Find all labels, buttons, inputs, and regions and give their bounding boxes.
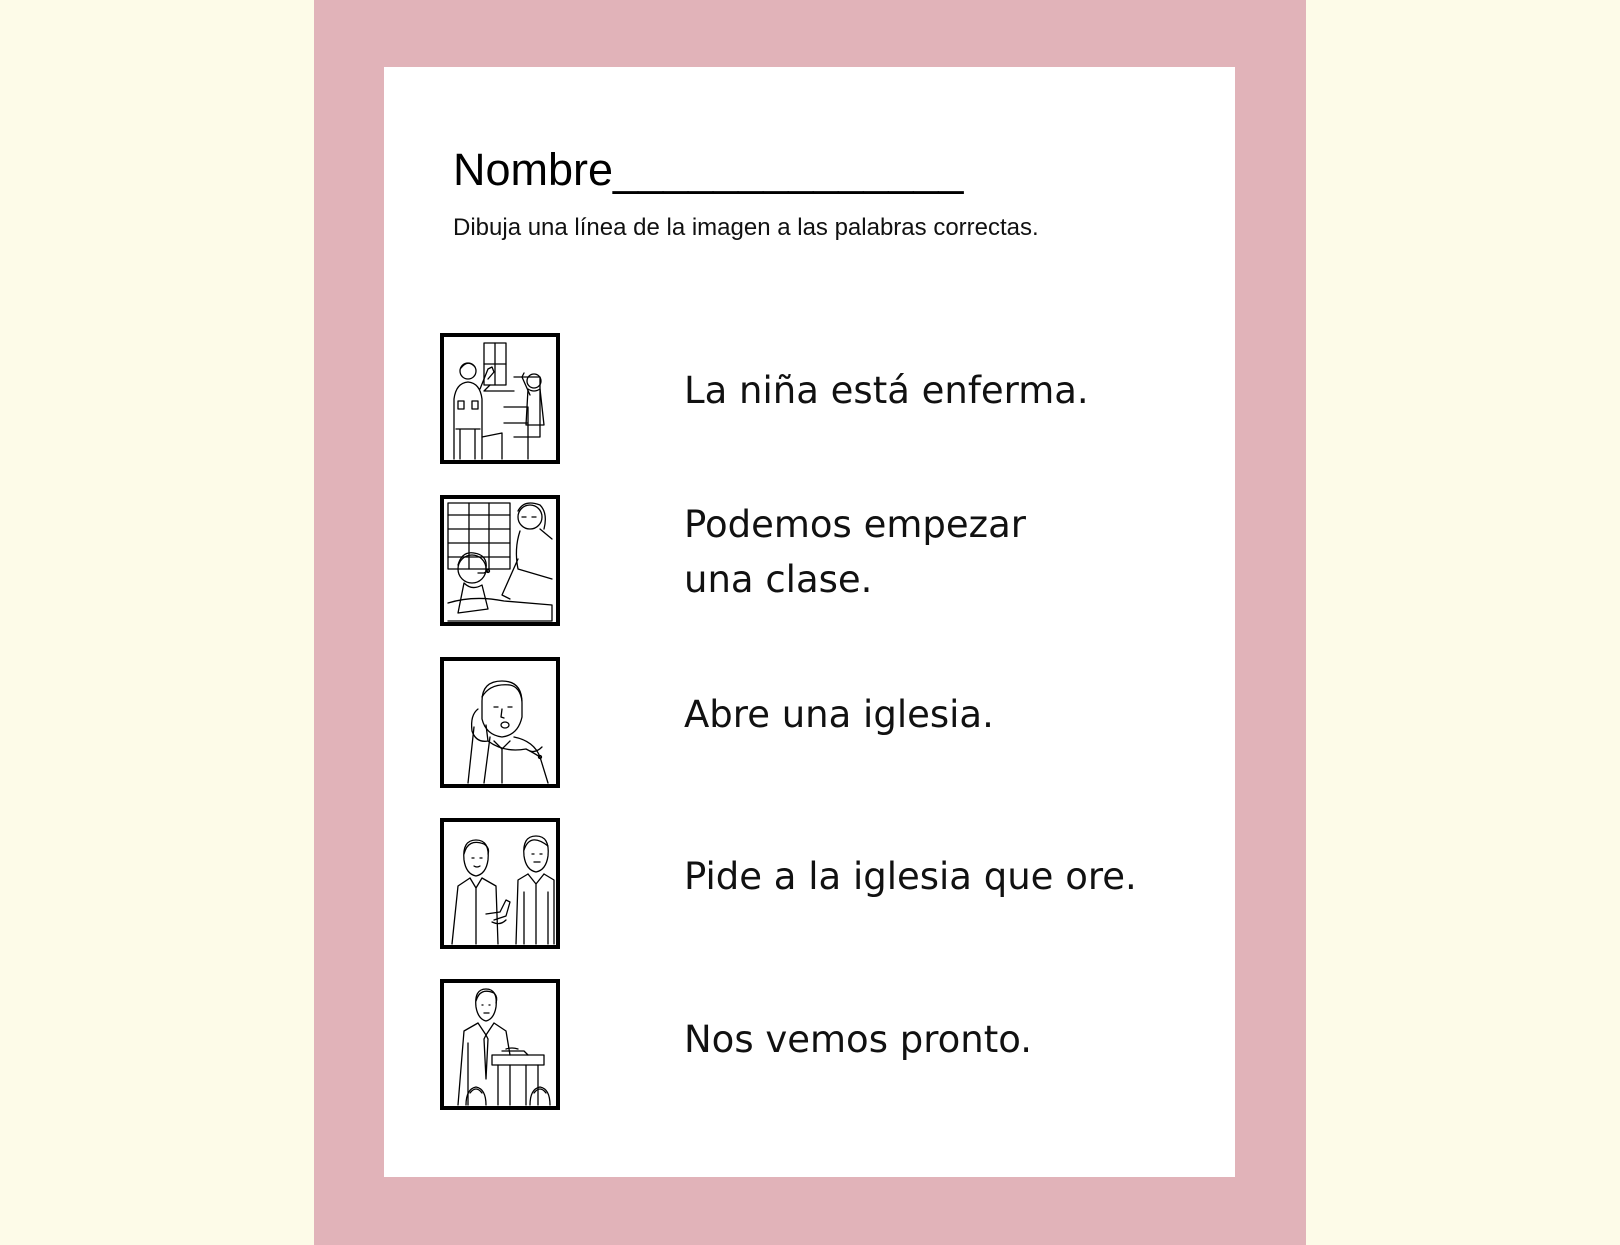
girl-sick-in-bed-icon (444, 499, 556, 622)
picture-4 (440, 818, 560, 949)
man-waving-at-window-icon (444, 337, 556, 460)
phrase-2-line-2: una clase. (684, 558, 873, 601)
phrase-3 (684, 687, 994, 742)
phrase-4 (684, 849, 1137, 904)
name-field-label: Nombre______________ (453, 144, 964, 195)
man-on-phone-icon (444, 661, 556, 784)
phrase-3-line-1: Abre una iglesia. (684, 693, 994, 736)
phrase-1-line-1: La niña está enferma. (684, 369, 1089, 412)
phrase-4-line-1: Pide a la iglesia que ore. (684, 855, 1137, 898)
phrase-1 (684, 363, 1089, 418)
preacher-at-pulpit-icon (444, 983, 556, 1106)
two-men-talking-icon (444, 822, 556, 945)
picture-3 (440, 657, 560, 788)
phrase-5 (684, 1012, 1032, 1067)
picture-1 (440, 333, 560, 464)
worksheet-sheet (384, 67, 1235, 1177)
phrase-2-line-1: Podemos empezar (684, 503, 1026, 546)
phrase-5-line-1: Nos vemos pronto. (684, 1018, 1032, 1061)
pink-frame (314, 0, 1306, 1245)
phrase-2 (684, 497, 1026, 607)
picture-5 (440, 979, 560, 1110)
instructions-text: Dibuja una línea de la imagen a las palabras correctas. (453, 214, 1039, 241)
picture-2 (440, 495, 560, 626)
